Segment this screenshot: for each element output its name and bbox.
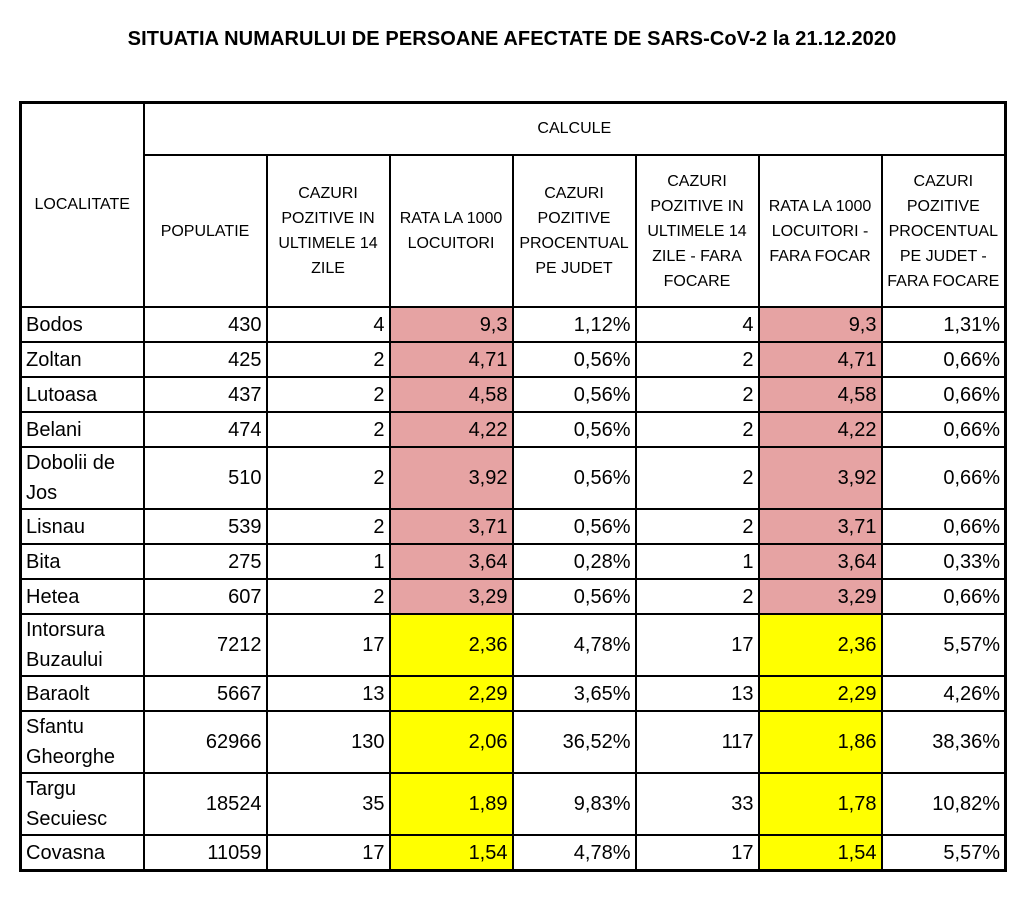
cell-rata-1000-fara-focar: 4,22	[759, 412, 882, 447]
table-row	[21, 377, 1006, 412]
cell-cazuri-14-fara-focare: 17	[636, 614, 759, 676]
cell-rata-1000-fara-focar: 1,86	[759, 711, 882, 773]
table-row	[21, 676, 1006, 711]
cell-localitate: Bodos	[21, 307, 144, 342]
cell-procentual-judet: 0,28%	[513, 544, 636, 579]
cell-localitate: Dobolii de Jos	[21, 447, 144, 509]
cell-rata-1000-fara-focar: 1,54	[759, 835, 882, 871]
cell-localitate: Zoltan	[21, 342, 144, 377]
cell-procentual-judet: 4,78%	[513, 835, 636, 871]
table-row	[21, 509, 1006, 544]
header-calcule: CALCULE	[144, 103, 1006, 156]
cell-rata-1000-fara-focar: 3,29	[759, 579, 882, 614]
cell-rata-1000: 3,71	[390, 509, 513, 544]
cell-populatie: 607	[144, 579, 267, 614]
cell-populatie: 275	[144, 544, 267, 579]
cell-cazuri-14-zile: 4	[267, 307, 390, 342]
cell-procentual-fara-focare: 0,66%	[882, 342, 1006, 377]
cell-cazuri-14-fara-focare: 4	[636, 307, 759, 342]
cell-cazuri-14-zile: 2	[267, 509, 390, 544]
cell-procentual-judet: 9,83%	[513, 773, 636, 835]
table-row	[21, 614, 1006, 676]
cell-procentual-fara-focare: 0,66%	[882, 509, 1006, 544]
cell-cazuri-14-fara-focare: 2	[636, 509, 759, 544]
cell-procentual-fara-focare: 0,66%	[882, 412, 1006, 447]
cell-cazuri-14-fara-focare: 2	[636, 412, 759, 447]
cell-cazuri-14-zile: 1	[267, 544, 390, 579]
cell-cazuri-14-fara-focare: 13	[636, 676, 759, 711]
cell-rata-1000: 3,64	[390, 544, 513, 579]
cell-rata-1000: 2,06	[390, 711, 513, 773]
cell-cazuri-14-fara-focare: 33	[636, 773, 759, 835]
cell-cazuri-14-zile: 17	[267, 614, 390, 676]
cell-cazuri-14-fara-focare: 2	[636, 447, 759, 509]
table-row	[21, 579, 1006, 614]
cell-localitate: Baraolt	[21, 676, 144, 711]
cell-procentual-fara-focare: 4,26%	[882, 676, 1006, 711]
cell-rata-1000: 3,29	[390, 579, 513, 614]
cell-procentual-fara-focare: 38,36%	[882, 711, 1006, 773]
cell-procentual-fara-focare: 0,66%	[882, 377, 1006, 412]
cell-procentual-judet: 0,56%	[513, 377, 636, 412]
cell-cazuri-14-zile: 2	[267, 377, 390, 412]
cell-cazuri-14-zile: 2	[267, 579, 390, 614]
cell-rata-1000: 4,22	[390, 412, 513, 447]
header-localitate: LOCALITATE	[21, 103, 144, 308]
cell-rata-1000-fara-focar: 3,92	[759, 447, 882, 509]
cell-procentual-fara-focare: 0,33%	[882, 544, 1006, 579]
table-row	[21, 307, 1006, 342]
cell-populatie: 7212	[144, 614, 267, 676]
header-row-columns	[21, 155, 1006, 307]
table-row	[21, 342, 1006, 377]
cell-cazuri-14-fara-focare: 17	[636, 835, 759, 871]
cell-localitate: Belani	[21, 412, 144, 447]
cell-localitate: Sfantu Gheorghe	[21, 711, 144, 773]
cell-procentual-fara-focare: 0,66%	[882, 579, 1006, 614]
table-row	[21, 773, 1006, 835]
cell-rata-1000: 3,92	[390, 447, 513, 509]
cell-procentual-judet: 3,65%	[513, 676, 636, 711]
cell-cazuri-14-fara-focare: 2	[636, 342, 759, 377]
cell-localitate: Covasna	[21, 835, 144, 871]
table-row	[21, 544, 1006, 579]
cell-populatie: 539	[144, 509, 267, 544]
cell-procentual-fara-focare: 5,57%	[882, 835, 1006, 871]
cell-localitate: Bita	[21, 544, 144, 579]
cell-populatie: 437	[144, 377, 267, 412]
page-title: SITUATIA NUMARULUI DE PERSOANE AFECTATE DE SARS-CoV-2 la 21.12.2020	[127, 28, 897, 50]
cell-populatie: 425	[144, 342, 267, 377]
cell-rata-1000: 2,29	[390, 676, 513, 711]
cell-populatie: 474	[144, 412, 267, 447]
cell-procentual-judet: 4,78%	[513, 614, 636, 676]
header-procentual-fara-focare: CAZURI POZITIVE PROCENTUAL PE JUDET - FARA FOCARE	[882, 155, 1006, 307]
table-row	[21, 835, 1006, 871]
header-rata-1000: RATA LA 1000 LOCUITORI	[390, 155, 513, 307]
cell-rata-1000: 4,58	[390, 377, 513, 412]
cell-procentual-fara-focare: 5,57%	[882, 614, 1006, 676]
cell-cazuri-14-zile: 2	[267, 447, 390, 509]
header-rata-1000-fara-focar: RATA LA 1000 LOCUITORI - FARA FOCAR	[759, 155, 882, 307]
cell-procentual-judet: 0,56%	[513, 342, 636, 377]
cell-populatie: 11059	[144, 835, 267, 871]
cell-cazuri-14-fara-focare: 2	[636, 579, 759, 614]
cell-cazuri-14-fara-focare: 117	[636, 711, 759, 773]
table-body	[21, 307, 1006, 871]
cell-rata-1000: 4,71	[390, 342, 513, 377]
cell-rata-1000: 9,3	[390, 307, 513, 342]
cell-cazuri-14-zile: 2	[267, 342, 390, 377]
cell-localitate: Lutoasa	[21, 377, 144, 412]
cell-populatie: 510	[144, 447, 267, 509]
cell-procentual-judet: 36,52%	[513, 711, 636, 773]
cell-rata-1000-fara-focar: 9,3	[759, 307, 882, 342]
cell-rata-1000-fara-focar: 4,71	[759, 342, 882, 377]
cell-procentual-judet: 0,56%	[513, 579, 636, 614]
cell-rata-1000-fara-focar: 3,71	[759, 509, 882, 544]
cell-localitate: Hetea	[21, 579, 144, 614]
cell-populatie: 62966	[144, 711, 267, 773]
cell-rata-1000-fara-focar: 4,58	[759, 377, 882, 412]
cell-localitate: Targu Secuiesc	[21, 773, 144, 835]
cell-populatie: 430	[144, 307, 267, 342]
header-row-group	[21, 103, 1006, 156]
cell-cazuri-14-fara-focare: 2	[636, 377, 759, 412]
cell-procentual-fara-focare: 1,31%	[882, 307, 1006, 342]
cell-rata-1000: 2,36	[390, 614, 513, 676]
covid-cases-table	[19, 101, 1007, 872]
cell-cazuri-14-zile: 35	[267, 773, 390, 835]
cell-rata-1000-fara-focar: 2,29	[759, 676, 882, 711]
header-populatie: POPULATIE	[144, 155, 267, 307]
cell-rata-1000: 1,54	[390, 835, 513, 871]
cell-populatie: 18524	[144, 773, 267, 835]
cell-rata-1000-fara-focar: 2,36	[759, 614, 882, 676]
cell-cazuri-14-fara-focare: 1	[636, 544, 759, 579]
cell-rata-1000: 1,89	[390, 773, 513, 835]
cell-procentual-fara-focare: 10,82%	[882, 773, 1006, 835]
table-row	[21, 711, 1006, 773]
cell-procentual-judet: 0,56%	[513, 412, 636, 447]
cell-localitate: Lisnau	[21, 509, 144, 544]
cell-populatie: 5667	[144, 676, 267, 711]
cell-procentual-fara-focare: 0,66%	[882, 447, 1006, 509]
cell-procentual-judet: 0,56%	[513, 509, 636, 544]
header-cazuri-14-fara-focare: CAZURI POZITIVE IN ULTIMELE 14 ZILE - FARA FOCARE	[636, 155, 759, 307]
header-procentual-judet: CAZURI POZITIVE PROCENTUAL PE JUDET	[513, 155, 636, 307]
cell-cazuri-14-zile: 17	[267, 835, 390, 871]
cell-cazuri-14-zile: 2	[267, 412, 390, 447]
cell-rata-1000-fara-focar: 1,78	[759, 773, 882, 835]
cell-cazuri-14-zile: 130	[267, 711, 390, 773]
cell-cazuri-14-zile: 13	[267, 676, 390, 711]
table-row	[21, 447, 1006, 509]
table-row	[21, 412, 1006, 447]
header-cazuri-14-zile: CAZURI POZITIVE IN ULTIMELE 14 ZILE	[267, 155, 390, 307]
cell-rata-1000-fara-focar: 3,64	[759, 544, 882, 579]
cell-procentual-judet: 1,12%	[513, 307, 636, 342]
cell-localitate: Intorsura Buzaului	[21, 614, 144, 676]
cell-procentual-judet: 0,56%	[513, 447, 636, 509]
